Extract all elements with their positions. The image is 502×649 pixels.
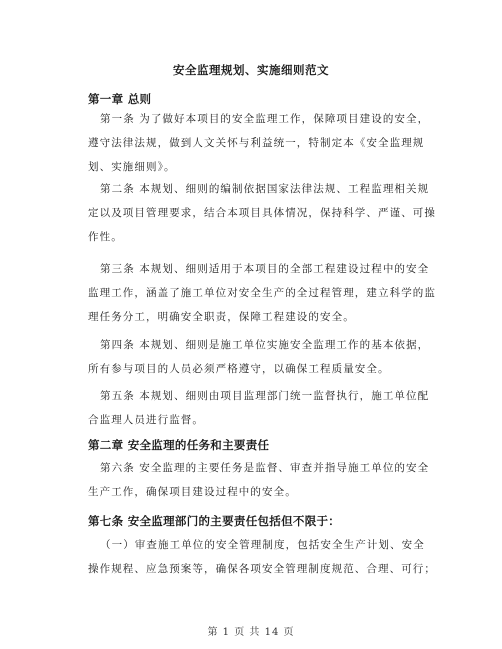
item-1-cont — [88, 557, 436, 581]
article-1 — [100, 107, 430, 131]
article-4-cont — [88, 357, 418, 381]
article-1-line-1: 第一条 为了做好本项目的安全监理工作，保障项目建设的安全， — [100, 113, 430, 125]
article-6-cont — [88, 480, 418, 504]
item-1-line-1: （一）审查施工单位的安全管理制度，包括安全生产计划、安全 — [100, 539, 425, 551]
article-4 — [100, 333, 430, 357]
article-6 — [100, 456, 430, 480]
article-1-line-2: 遵守法律法规，做到人文关怀与利益统一，特制定本《安全监理规 — [88, 137, 425, 149]
page-footer: 第 1 页 共 14 页 — [207, 627, 295, 638]
article-2-line-3: 作性。 — [88, 231, 123, 243]
item-1-line-2: 操作规程、应急预案等，确保各项安全管理制度规范、合理、可行； — [88, 563, 436, 575]
article-5-line-1: 第五条 本规划、细则由项目监理部门统一监督执行，施工单位配 — [100, 390, 430, 402]
article-2-line-1: 第二条 本规划、细则的编制依据国家法律法规、工程监理相关规 — [100, 183, 430, 195]
article-1-line-3: 划、实施细则》。 — [88, 161, 176, 173]
article-3-line-3: 理任务分工，明确安全职责，保障工程建设的安全。 — [88, 311, 355, 323]
item-1 — [100, 533, 430, 557]
chapter-1-heading: 第一章 总则 — [88, 92, 152, 106]
article-3 — [100, 257, 430, 281]
article-3-line-2: 监理工作，涵盖了施工单位对安全生产的全过程管理，建立科学的监 — [88, 287, 436, 299]
article-2-cont — [88, 201, 436, 249]
article-2-line-2: 定以及项目管理要求，结合本项目具体情况，保持科学、严谨、可操 — [88, 207, 436, 219]
article-4-line-2: 所有参与项目的人员必须严格遵守，以确保工程质量安全。 — [88, 363, 390, 375]
article-5-cont — [88, 408, 418, 432]
document-title: 安全监理规划、实施细则范文 — [173, 63, 329, 77]
article-5-line-2: 合监理人员进行监督。 — [88, 414, 204, 426]
article-7-heading: 第七条 安全监理部门的主要责任包括但不限于： — [88, 514, 341, 528]
article-6-line-1: 第六条 安全监理的主要任务是监督、审查并指导施工单位的安全 — [100, 462, 430, 474]
article-5 — [100, 384, 430, 408]
chapter-2-heading: 第二章 安全监理的任务和主要责任 — [88, 438, 270, 452]
article-3-line-1: 第三条 本规划、细则适用于本项目的全部工程建设过程中的安全 — [100, 263, 430, 275]
article-2 — [100, 177, 430, 201]
article-1-cont — [88, 131, 425, 179]
article-3-cont — [88, 281, 436, 329]
article-4-line-1: 第四条 本规划、细则是施工单位实施安全监理工作的基本依据， — [100, 339, 430, 351]
article-6-line-2: 生产工作，确保项目建设过程中的安全。 — [88, 486, 297, 498]
